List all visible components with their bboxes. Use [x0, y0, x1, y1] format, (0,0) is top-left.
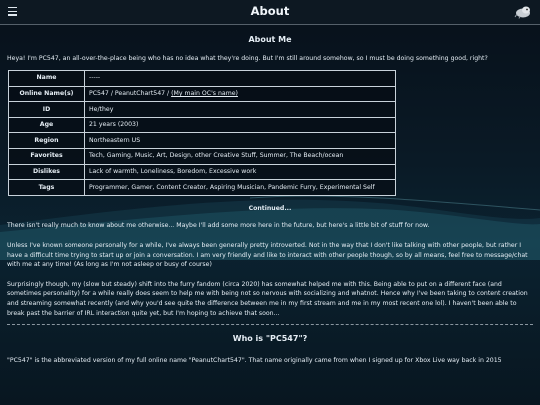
table-row — [9, 164, 396, 180]
row-value: 21 years (2003) — [85, 117, 396, 133]
table-row — [9, 148, 396, 164]
main-oc-link[interactable]: (My main OC's name) — [171, 90, 238, 98]
paragraph: Unless I've known someone personally for a while, I've always been generally pretty introverted. Not in the way that I don't like talking with other people, but rather I have a difficult time trying to start up or join a conversation. I am very friendly and like to interact with other people though, so by all means, feel free to message/chat with me at any time! (As long as I'm not asleep or busy of course) — [7, 241, 528, 269]
page-title: About — [250, 4, 290, 18]
table-row — [9, 180, 396, 196]
row-key: Age — [9, 117, 85, 133]
section-divider — [7, 324, 533, 325]
row-key: Name — [9, 71, 85, 87]
about-title: About Me — [248, 35, 292, 44]
table-row — [9, 117, 396, 133]
row-value — [85, 86, 396, 102]
row-key: Dislikes — [9, 164, 85, 180]
row-key: ID — [9, 102, 85, 118]
online-names-text: PC547 / PeanutChart547 / — [89, 90, 172, 98]
who-title: Who is "PC547"? — [232, 334, 308, 344]
info-table — [8, 70, 396, 196]
row-key: Tags — [9, 180, 85, 196]
row-value: Northeastern US — [85, 133, 396, 149]
row-value: ----- — [85, 71, 396, 87]
paragraph: There isn't really much to know about me otherwise... Maybe I'll add some more here in the future, but here's a little bit of stuff for now. — [7, 222, 430, 230]
avatar-icon[interactable] — [514, 5, 532, 19]
intro-text: Heya! I'm PC547, an all-over-the-place being who has no idea what they're doing. But I'm still around somehow, so I must be doing something good, right? — [7, 55, 488, 63]
row-value: Lack of warmth, Loneliness, Boredom, Excessive work — [85, 164, 396, 180]
paragraph: Surprisingly though, my (slow but steady) shift into the furry fandom (circa 2020) has somewhat helped me with this. Being able to put on a different face (and sometimes personality) for a while really does seem to help me with being not so nervous with socializing and whatnot. Hence why I've been taking to content creation and streaming somewhat recently (and why you'd see quite the difference between me in my first stream and me in my most recent one lol). I haven't been able to break past the barrier of IRL interaction quite yet, but I'm hoping to achieve that soon... — [7, 280, 528, 317]
table-row — [9, 86, 396, 102]
table-row — [9, 102, 396, 118]
row-key: Region — [9, 133, 85, 149]
continued-heading: Continued... — [248, 204, 292, 212]
row-value: He/they — [85, 102, 396, 118]
row-value: Tech, Gaming, Music, Art, Design, other Creative Stuff, Summer, The Beach/ocean — [85, 148, 396, 164]
app-header — [0, 0, 540, 25]
row-value: Programmer, Gamer, Content Creator, Aspiring Musician, Pandemic Furry, Experimental Self — [85, 180, 396, 196]
who-text: "PC547" is the abbreviated version of my full online name "PeanutChart547". That name originally came from when I signed up for Xbox Live way back in 2015 — [7, 356, 502, 364]
row-key: Favorites — [9, 148, 85, 164]
table-row — [9, 71, 396, 87]
row-key: Online Name(s) — [9, 86, 85, 102]
table-row — [9, 133, 396, 149]
main-content — [7, 30, 533, 371]
